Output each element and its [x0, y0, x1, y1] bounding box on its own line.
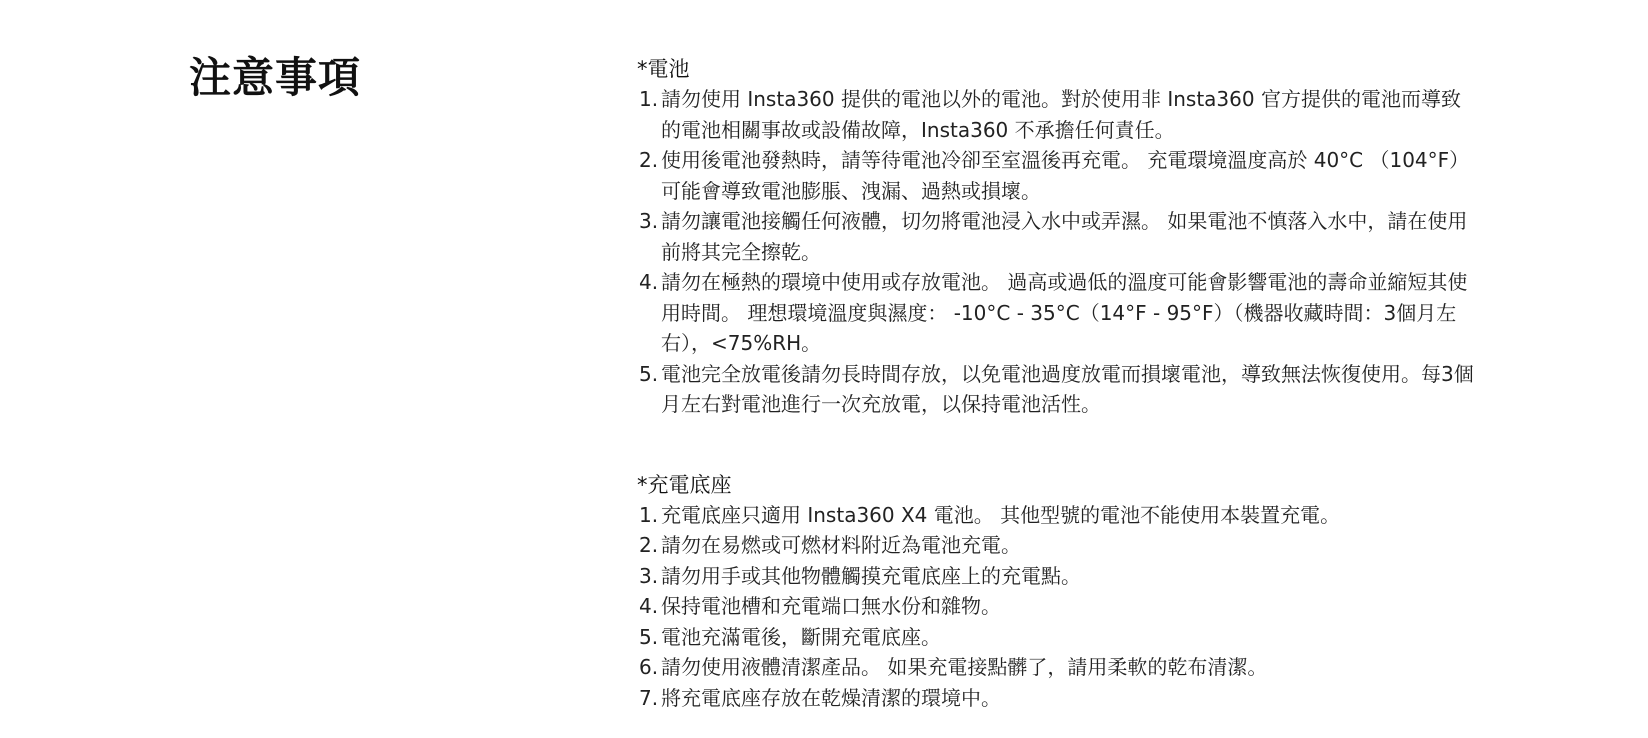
- item-text: 充電底座只適用 Insta360 X4 電池。 其他型號的電池不能使用本裝置充電。: [661, 502, 1341, 527]
- item-number: 6.: [639, 655, 659, 679]
- item-text: 保持電池槽和充電端口無水份和雜物。: [661, 594, 1001, 618]
- charging-base-notice-list: [637, 500, 1477, 714]
- list-item: [637, 206, 1477, 267]
- item-text: 請勿在極熱的環境中使用或存放電池。 過高或過低的溫度可能會影響電池的壽命並縮短其使用時間。 理想環境溫度與濕度： -10°C - 35°C（14°F - 95°F）（機器收藏時間：3個月左右），<75%RH。: [661, 270, 1468, 355]
- item-text: 將充電底座存放在乾燥清潔的環境中。: [661, 685, 1001, 710]
- list-item: [637, 500, 1477, 531]
- list-item: [637, 84, 1477, 145]
- item-text: 請勿用手或其他物體觸摸充電底座上的充電點。: [661, 563, 1081, 588]
- charging-base-section: [637, 470, 1477, 714]
- list-item: [637, 622, 1477, 653]
- item-text: 使用後電池發熱時，請等待電池冷卻至室溫後再充電。 充電環境溫度高於 40°C （104°F）可能會導致電池膨脹、洩漏、過熱或損壞。: [661, 148, 1470, 203]
- page-title: 注意事項: [189, 53, 362, 102]
- list-item: [637, 530, 1477, 561]
- item-text: 請勿在易燃或可燃材料附近為電池充電。: [661, 533, 1021, 557]
- item-number: 1.: [639, 87, 659, 111]
- battery-notice-list: [637, 84, 1477, 420]
- item-number: 3.: [639, 209, 659, 233]
- battery-section: [637, 54, 1477, 420]
- item-text: 請勿使用 Insta360 提供的電池以外的電池。對於使用非 Insta360 官方提供的電池而導致的電池相關事故或設備故障，Insta360 不承擔任何責任。: [661, 87, 1461, 142]
- list-item: [637, 683, 1477, 714]
- list-item: [637, 145, 1477, 206]
- charging-base-section-heading: *充電底座: [637, 472, 732, 497]
- item-number: 1.: [639, 502, 659, 527]
- list-item: [637, 561, 1477, 592]
- item-number: 4.: [639, 594, 659, 618]
- list-item: [637, 652, 1477, 683]
- item-number: 2.: [639, 533, 659, 557]
- item-number: 7.: [639, 685, 659, 710]
- battery-section-heading: *電池: [637, 57, 690, 81]
- list-item: [637, 359, 1477, 420]
- item-text: 電池完全放電後請勿長時間存放，以免電池過度放電而損壞電池，導致無法恢復使用。每3個月左右對電池進行一次充放電，以保持電池活性。: [661, 361, 1474, 416]
- item-number: 5.: [639, 624, 659, 649]
- list-item: [637, 267, 1477, 359]
- item-number: 3.: [639, 563, 659, 588]
- item-text: 請勿讓電池接觸任何液體，切勿將電池浸入水中或弄濕。 如果電池不慎落入水中，請在使用前將其完全擦乾。: [661, 209, 1468, 264]
- item-number: 4.: [639, 270, 659, 294]
- notice-content: [637, 54, 1477, 713]
- item-text: 電池充滿電後，斷開充電底座。: [661, 624, 941, 649]
- item-text: 請勿使用液體清潔產品。 如果充電接點髒了，請用柔軟的乾布清潔。: [661, 655, 1268, 679]
- item-number: 5.: [639, 361, 659, 386]
- list-item: [637, 591, 1477, 622]
- item-number: 2.: [639, 148, 659, 172]
